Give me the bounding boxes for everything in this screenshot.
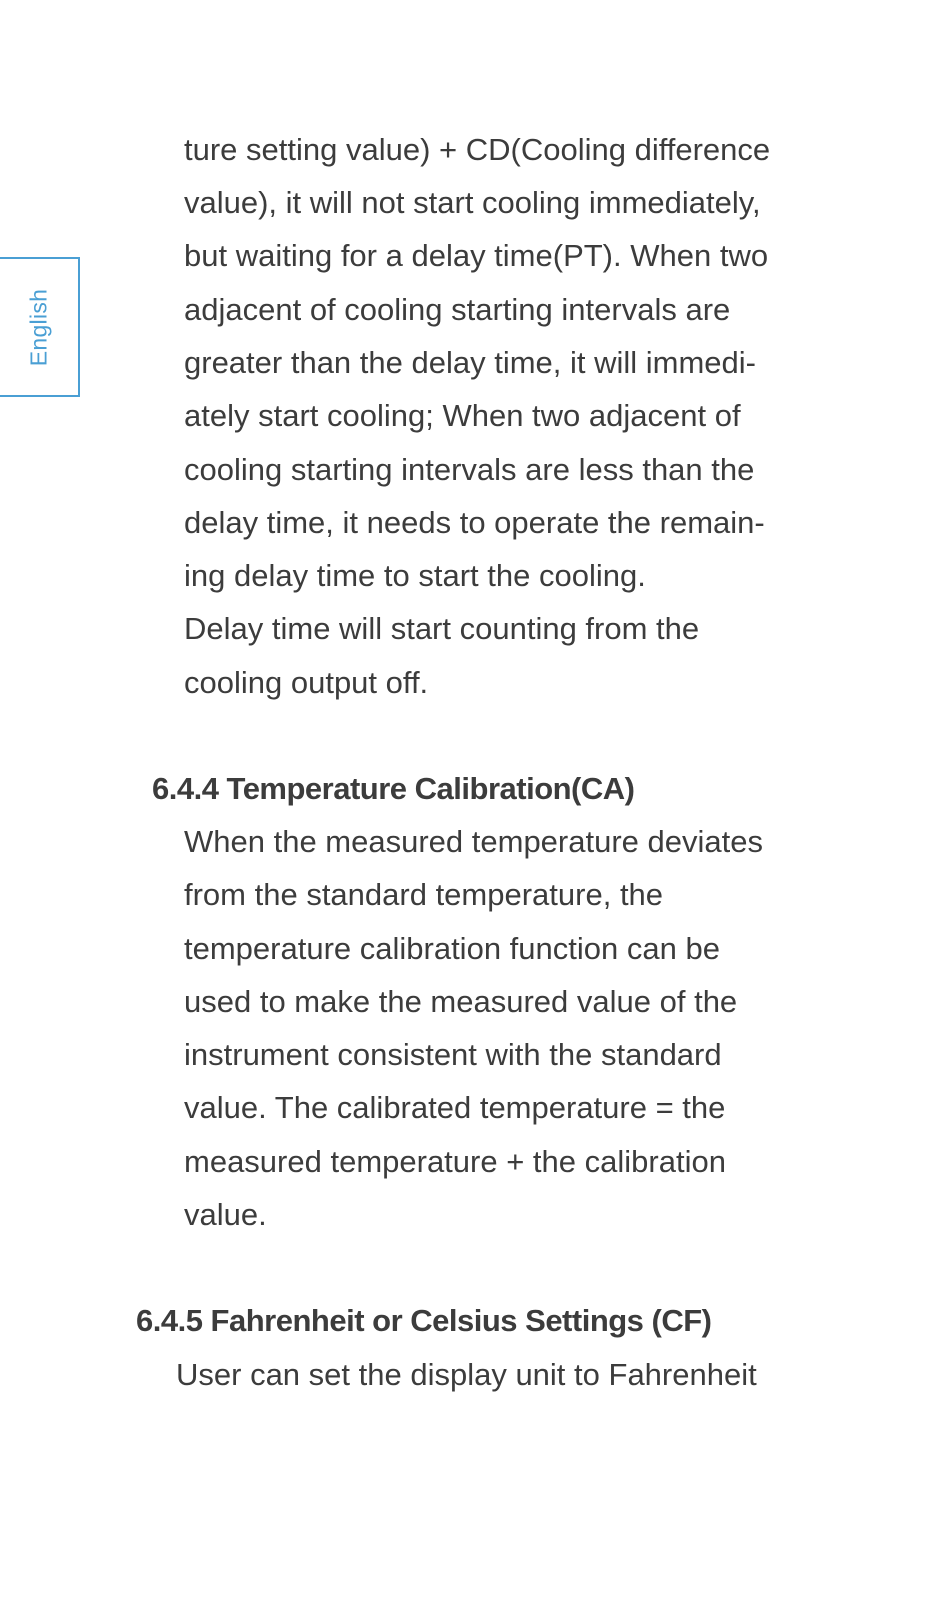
paragraph-line: cooling output off. xyxy=(184,665,429,700)
paragraph-line: ing delay time to start the cooling. xyxy=(184,558,646,593)
paragraph-line: ately start cooling; When two adjacent of xyxy=(184,398,741,433)
paragraph-line: but waiting for a delay time(PT). When two xyxy=(184,238,769,273)
paragraph-line: value), it will not start cooling immediately, xyxy=(184,185,761,220)
paragraph-line: User can set the display unit to Fahrenheit xyxy=(176,1357,757,1392)
paragraph-line: ture setting value) + CD(Cooling difference xyxy=(184,132,771,167)
section-heading-fahrenheit-celsius: 6.4.5 Fahrenheit or Celsius Settings (CF) xyxy=(136,1303,712,1338)
paragraph-line: When the measured temperature deviates xyxy=(184,824,763,859)
paragraph-line: cooling starting intervals are less than the xyxy=(184,452,755,487)
language-tab-label: English xyxy=(25,288,52,366)
paragraph-line: used to make the measured value of the xyxy=(184,984,738,1019)
paragraph-line: Delay time will start counting from the xyxy=(184,611,700,646)
paragraph-line: value. The calibrated temperature = the xyxy=(184,1090,726,1125)
paragraph-line: from the standard temperature, the xyxy=(184,877,664,912)
paragraph-line: delay time, it needs to operate the remain- xyxy=(184,505,765,540)
paragraph-line: temperature calibration function can be xyxy=(184,931,720,966)
paragraph-line: value. xyxy=(184,1197,267,1232)
paragraph-line: instrument consistent with the standard xyxy=(184,1037,722,1072)
paragraph-line: adjacent of cooling starting intervals are xyxy=(184,292,731,327)
language-tab[interactable] xyxy=(0,257,80,397)
paragraph-line: greater than the delay time, it will immedi- xyxy=(184,345,757,380)
paragraph-line: measured temperature + the calibration xyxy=(184,1144,726,1179)
section-heading-temperature-calibration: 6.4.4 Temperature Calibration(CA) xyxy=(152,771,635,806)
